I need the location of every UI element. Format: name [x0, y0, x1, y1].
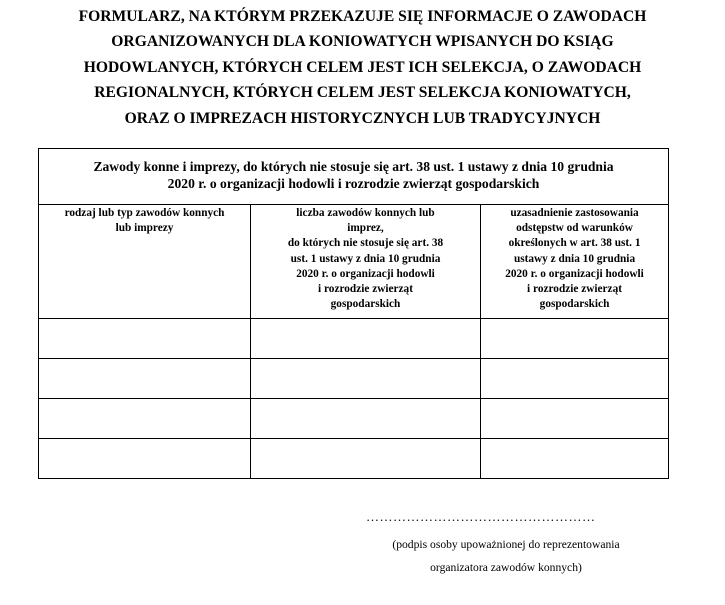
table-row: [39, 399, 669, 439]
table-cell[interactable]: [251, 319, 481, 359]
table-cell[interactable]: [39, 319, 251, 359]
title-line: REGIONALNYCH, KTÓRYCH CELEM JEST SELEKCJA KONIOWATYCH,: [94, 84, 631, 102]
events-table: [38, 148, 669, 479]
column-header-line: liczba zawodów konnych lub: [296, 207, 435, 219]
column-header-line: uzasadnienie zastosowania: [510, 207, 639, 219]
table-cell[interactable]: [251, 399, 481, 439]
column-header-line: odstępstw od warunków: [516, 222, 633, 235]
column-header-line: gospodarskich: [330, 298, 401, 311]
column-header-type: [39, 205, 251, 319]
table-header-line: Zawody konne i imprezy, do których nie stosuje się art. 38 ust. 1 ustawy z dnia 10 grudnia: [93, 159, 614, 174]
column-header-line: ustawy z dnia 10 grudnia: [513, 252, 636, 265]
table-cell[interactable]: [251, 439, 481, 479]
table-header-line: 2020 r. o organizacji hodowli i rozrodzie zwierząt gospodarskich: [167, 176, 540, 191]
table-cell[interactable]: [481, 439, 669, 479]
table-row: [39, 359, 669, 399]
title-line: ORGANIZOWANYCH DLA KONIOWATYCH WPISANYCH DO KSIĄG: [111, 33, 614, 51]
column-header-line: i rozrodzie zwierząt: [527, 283, 622, 296]
table-cell[interactable]: [39, 399, 251, 439]
table-cell[interactable]: [251, 359, 481, 399]
table-cell[interactable]: [481, 399, 669, 439]
table-cell[interactable]: [481, 359, 669, 399]
table-row: [39, 319, 669, 359]
column-header-line: 2020 r. o organizacji hodowli: [296, 267, 435, 280]
form-title: [0, 4, 725, 131]
table-row: [39, 439, 669, 479]
title-line: FORMULARZ, NA KTÓRYM PRZEKAZUJE SIĘ INFORMACJE O ZAWODACH: [78, 8, 647, 25]
table-header: [39, 149, 669, 205]
column-header-line: rodzaj lub typ zawodów konnych: [64, 207, 225, 219]
column-header-line: lub imprezy: [115, 222, 174, 235]
signature-caption-line: (podpis osoby upoważnionej do reprezentowania: [392, 538, 620, 551]
signature-line: ……………………………………………: [366, 509, 596, 524]
column-header-justification: [481, 205, 669, 319]
table-cell[interactable]: [39, 359, 251, 399]
title-line: ORAZ O IMPREZACH HISTORYCZNYCH LUB TRADYCYJNYCH: [124, 109, 601, 127]
column-header-line: określonych w art. 38 ust. 1: [508, 237, 641, 250]
column-header-count: [251, 205, 481, 319]
signature-caption-line: organizatora zawodów konnych): [430, 561, 582, 574]
column-header-line: ust. 1 ustawy z dnia 10 grudnia: [290, 252, 441, 265]
column-header-line: i rozrodzie zwierząt: [318, 283, 413, 296]
title-line: HODOWLANYCH, KTÓRYCH CELEM JEST ICH SELEKCJA, O ZAWODACH: [83, 58, 642, 76]
signature-caption: [356, 533, 656, 579]
column-header-line: 2020 r. o organizacji hodowli: [505, 267, 644, 280]
column-header-line: gospodarskich: [539, 298, 610, 311]
table-cell[interactable]: [481, 319, 669, 359]
column-header-line: imprez,: [347, 222, 384, 235]
column-header-line: do których nie stosuje się art. 38: [287, 237, 444, 250]
table-cell[interactable]: [39, 439, 251, 479]
